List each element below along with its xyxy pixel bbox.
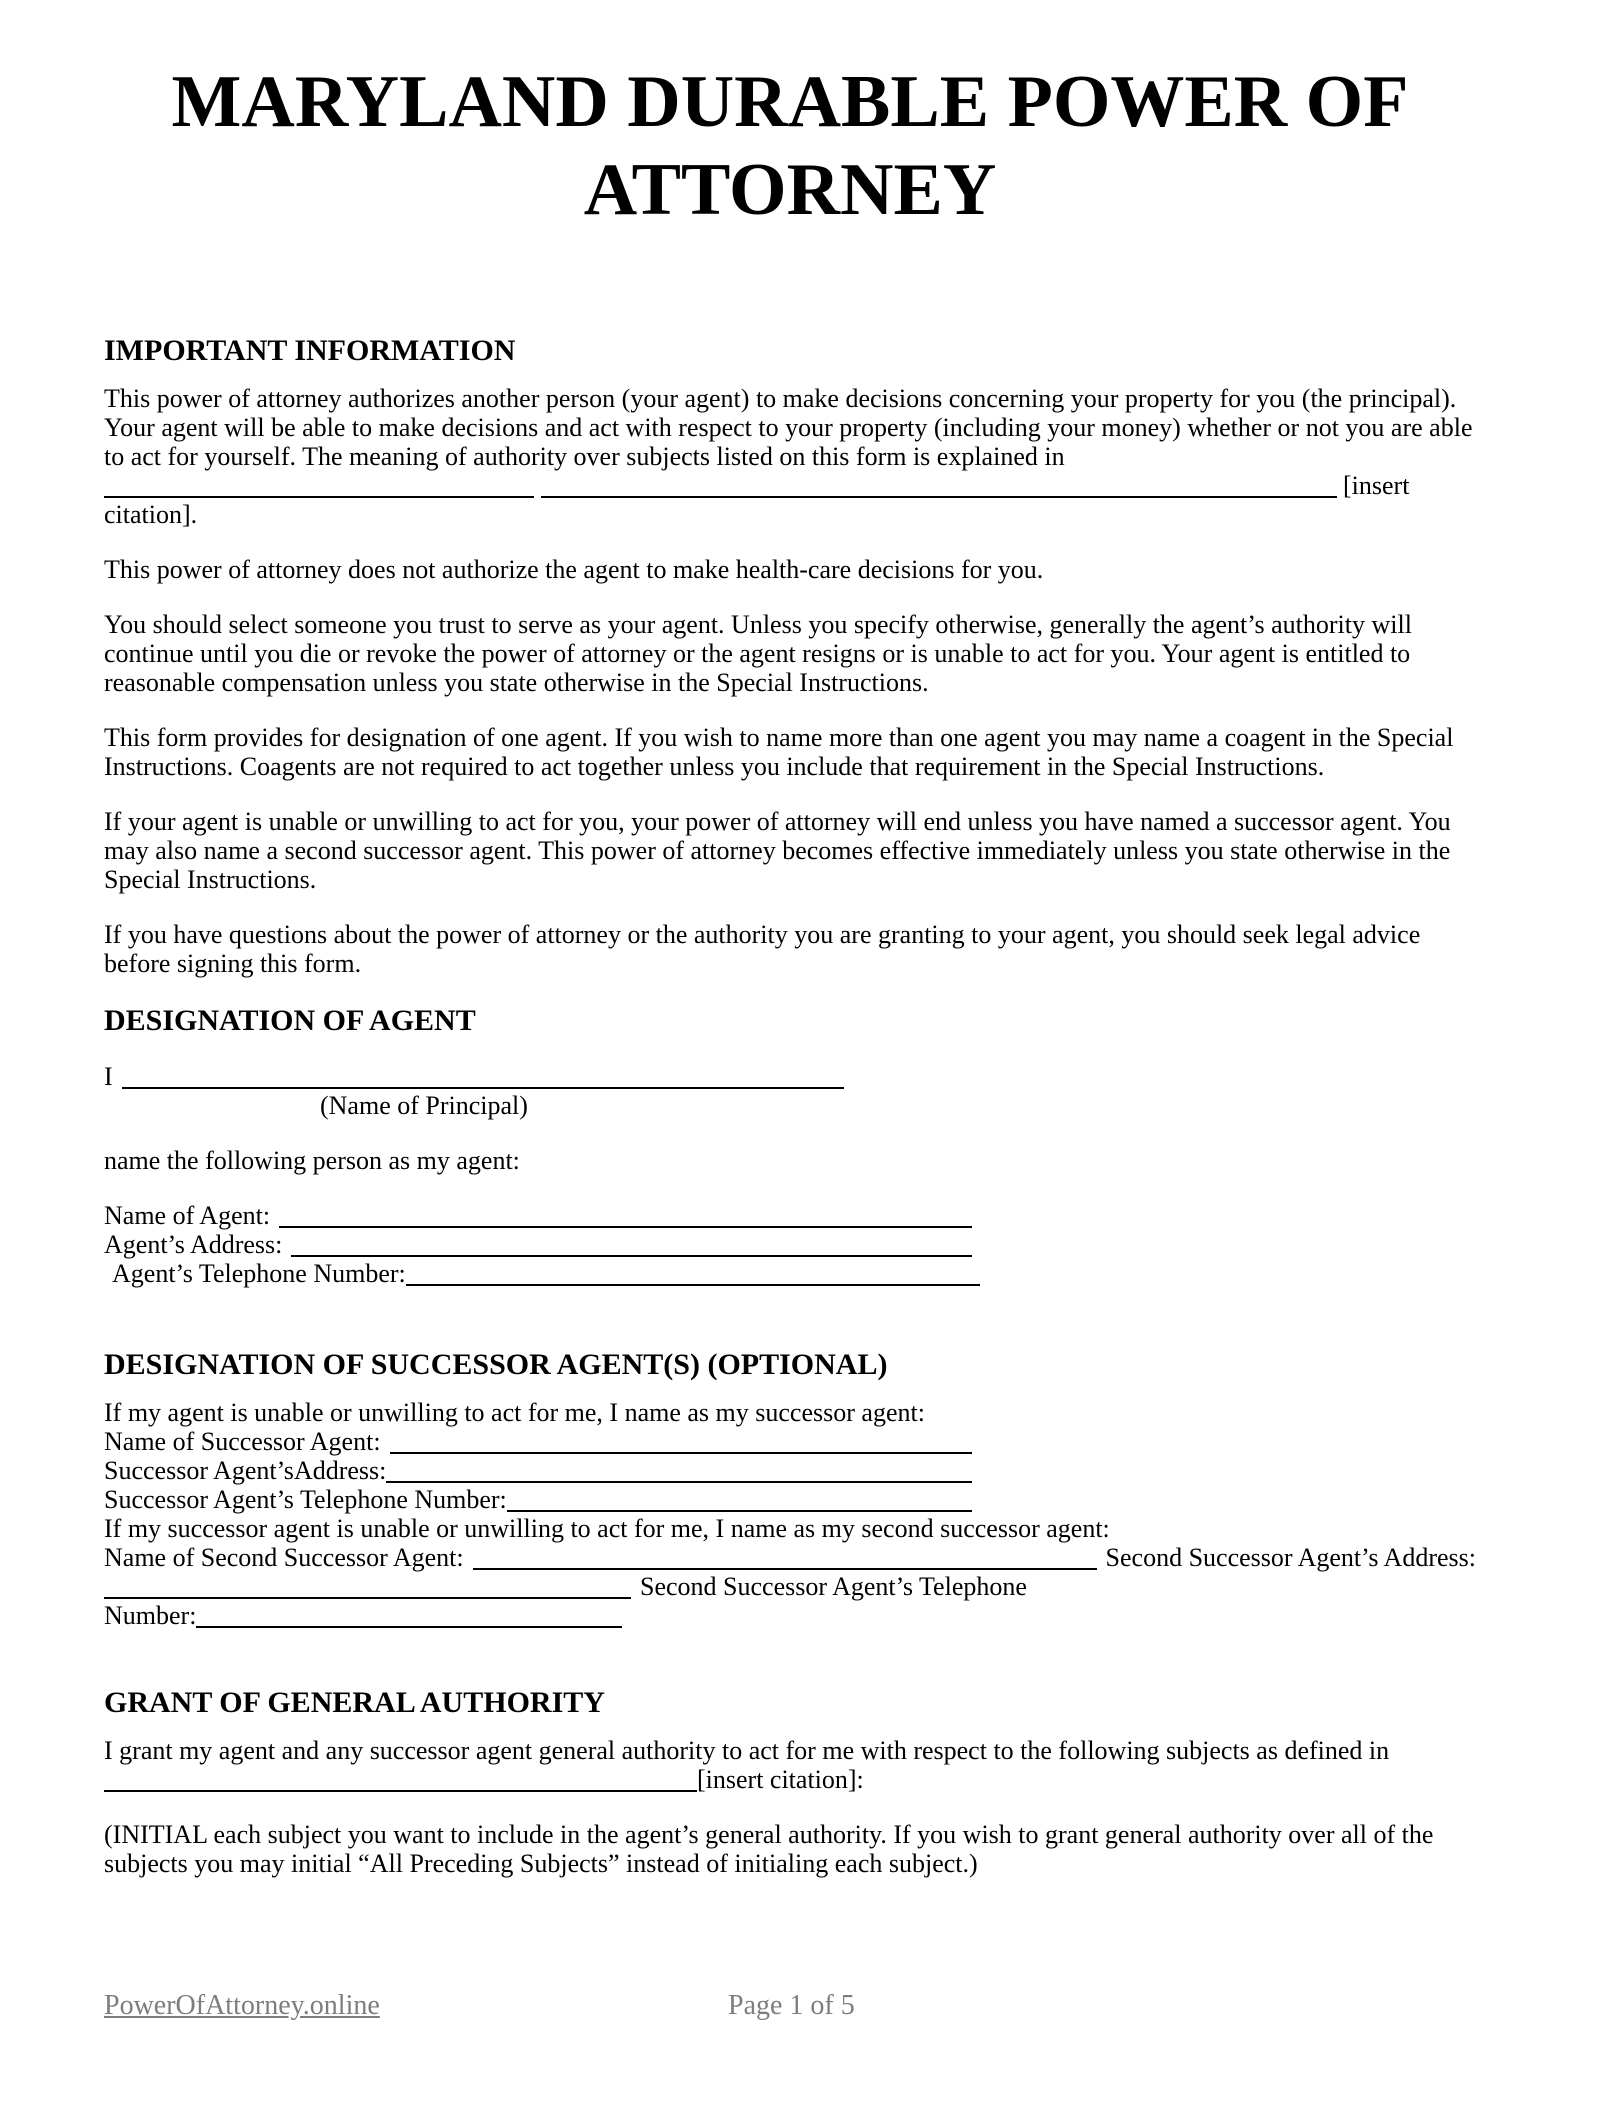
field-label-successor-name: Name of Successor Agent: bbox=[104, 1427, 381, 1456]
field-label-successor-address: Successor Agent’sAddress: bbox=[104, 1456, 387, 1485]
field-blank-second-successor-address bbox=[104, 1596, 631, 1599]
successor-fields bbox=[104, 1398, 1476, 1630]
blank-line-statute-1 bbox=[104, 476, 534, 498]
section-heading-designation-of-agent: DESIGNATION OF AGENT bbox=[104, 1004, 476, 1037]
field-blank-successor-address bbox=[386, 1480, 972, 1483]
principal-name-row bbox=[104, 1062, 844, 1091]
principal-name-blank bbox=[122, 1086, 844, 1089]
field-blank-agent-telephone bbox=[406, 1283, 980, 1286]
field-label-second-successor-telephone: Second Successor Agent’s Telephone bbox=[640, 1572, 1027, 1601]
paragraph-successor: If your agent is unable or unwilling to act for you, your power of attorney will end unless you have named a successor agent. You may also name a second successor agent. This power of attorney becomes effective immediately unless you state otherwise in the Special Instructions. bbox=[104, 807, 1451, 894]
paragraph-coagents: This form provides for designation of one agent. If you wish to name more than one agent you may name a coagent in the Special Instructions. Coagents are not required to act together unless you include that requirement in the Special Instructions. bbox=[104, 723, 1454, 781]
field-label-successor-telephone: Successor Agent’s Telephone Number: bbox=[104, 1485, 507, 1514]
field-label-agent-name: Name of Agent: bbox=[104, 1201, 271, 1230]
agent-intro-text: name the following person as my agent: bbox=[104, 1146, 520, 1175]
principal-caption: (Name of Principal) bbox=[320, 1091, 528, 1120]
field-label-second-successor-number: Number: bbox=[104, 1601, 197, 1630]
grant-paragraph-text: I grant my agent and any successor agent general authority to act for me with respect to the following subjects as defined in bbox=[104, 1736, 1390, 1765]
section-heading-important-information: IMPORTANT INFORMATION bbox=[104, 334, 516, 367]
blank-line-statute-2 bbox=[541, 476, 1337, 498]
paragraph-select-agent: You should select someone you trust to serve as your agent. Unless you specify otherwise, generally the agent’s authority will continue until you die or revoke the power of attorney or the agent resigns or is unable to act for you. Your agent is entitled to reasonable compensation unless you state otherwise in the Special Instructions. bbox=[104, 610, 1412, 697]
second-successor-intro-text: If my successor agent is unable or unwilling to act for me, I name as my second successor agent: bbox=[104, 1514, 1110, 1543]
document-title: MARYLAND DURABLE POWER OF ATTORNEY bbox=[171, 61, 1409, 231]
field-row-second-successor-name bbox=[104, 1543, 1476, 1572]
grant-citation-text: [insert citation]: bbox=[697, 1765, 864, 1794]
blank-line-grant-citation bbox=[104, 1770, 697, 1792]
field-row-second-successor-address bbox=[104, 1572, 1476, 1601]
paragraph-healthcare: This power of attorney does not authorize the agent to make health-care decisions for you. bbox=[104, 555, 1044, 584]
field-row-second-successor-number bbox=[104, 1601, 622, 1630]
successor-intro-text: If my agent is unable or unwilling to act for me, I name as my successor agent: bbox=[104, 1398, 925, 1427]
grant-paragraph bbox=[104, 1736, 1476, 1794]
field-label-agent-address: Agent’s Address: bbox=[104, 1230, 283, 1259]
paragraph-legal-advice: If you have questions about the power of attorney or the authority you are granting to your agent, you should seek legal advice before signing this form. bbox=[104, 920, 1421, 978]
section-heading-designation-of-successor: DESIGNATION OF SUCCESSOR AGENT(S) (OPTIONAL) bbox=[104, 1348, 888, 1381]
field-blank-agent-address bbox=[291, 1254, 972, 1257]
field-blank-second-successor-name bbox=[473, 1567, 1097, 1570]
field-row-agent-address bbox=[104, 1230, 972, 1259]
field-label-agent-telephone: Agent’s Telephone Number: bbox=[112, 1259, 406, 1288]
field-row-agent-name bbox=[104, 1201, 972, 1230]
page-number: Page 1 of 5 bbox=[728, 1990, 855, 2021]
field-blank-agent-name bbox=[279, 1225, 972, 1228]
field-label-second-successor-name: Name of Second Successor Agent: bbox=[104, 1543, 464, 1572]
footer-website-link[interactable]: PowerOfAttorney.online bbox=[104, 1990, 380, 2021]
field-label-second-successor-address: Second Successor Agent’s Address: bbox=[1105, 1543, 1476, 1572]
field-blank-second-successor-number bbox=[196, 1625, 622, 1628]
initial-instruction-note: (INITIAL each subject you want to include in the agent’s general authority. If you wish to grant general authority over all of the subjects you may initial “All Preceding Subjects” instead of initialing each subject.) bbox=[104, 1820, 1434, 1878]
field-blank-successor-name bbox=[390, 1451, 972, 1454]
field-row-successor-name bbox=[104, 1427, 972, 1456]
field-row-agent-telephone bbox=[104, 1259, 980, 1288]
paragraph-authorization bbox=[104, 384, 1476, 529]
field-blank-successor-telephone bbox=[507, 1509, 972, 1512]
paragraph-authorization-text: This power of attorney authorizes another person (your agent) to make decisions concerning your property for you (the principal). Your agent will be able to make decisions and act with respect to your property (including your money) whether or not you are able to act for yourself. The meaning of authority over subjects listed on this form is explained in bbox=[104, 384, 1473, 471]
agent-fields bbox=[104, 1201, 1476, 1288]
principal-prefix: I bbox=[104, 1062, 113, 1091]
document-page bbox=[104, 58, 1476, 1878]
section-heading-grant-of-authority: GRANT OF GENERAL AUTHORITY bbox=[104, 1686, 605, 1719]
field-row-successor-telephone bbox=[104, 1485, 972, 1514]
field-row-successor-address bbox=[104, 1456, 972, 1485]
insert-citation-text: [insert citation]. bbox=[104, 471, 1410, 529]
